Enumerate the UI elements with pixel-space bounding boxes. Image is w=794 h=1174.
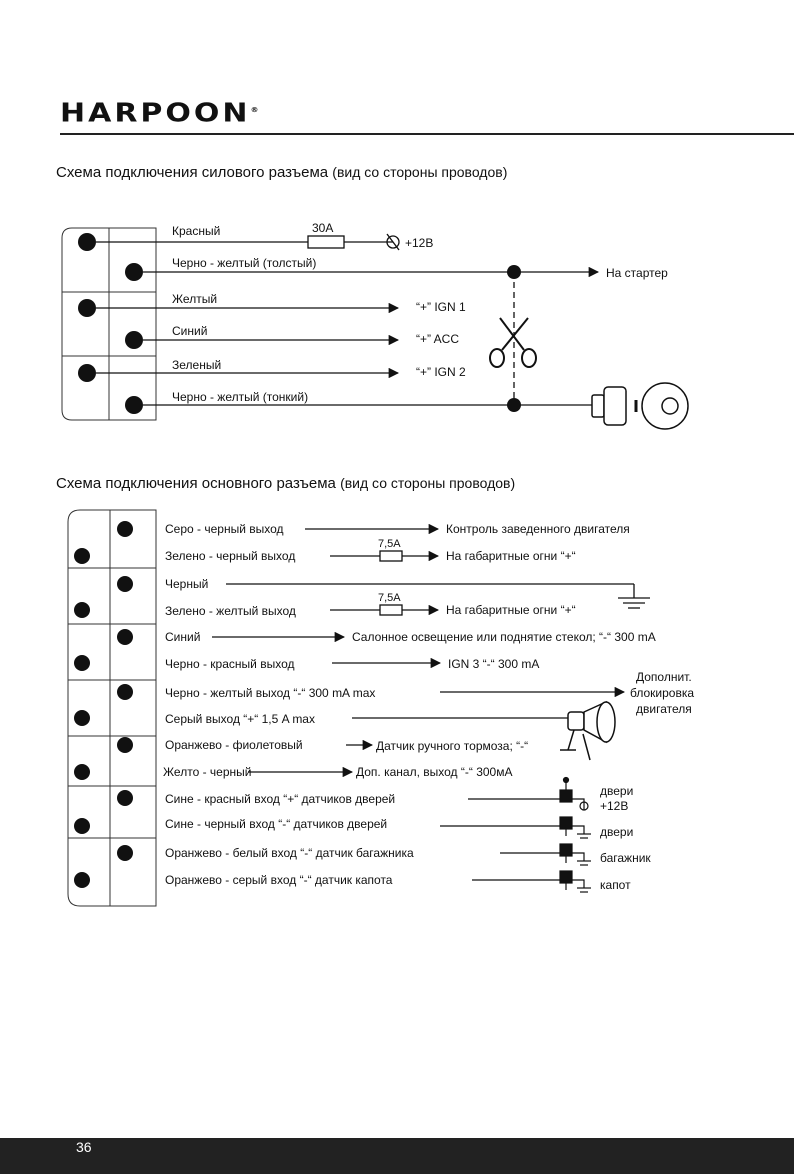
junction-dot (507, 265, 521, 279)
power-wire-label: Синий (172, 324, 208, 338)
main-pins (74, 521, 133, 888)
power-pins (78, 233, 143, 414)
fuse-icon (380, 551, 402, 561)
fuse-30a-icon (308, 236, 344, 248)
main-wire-label: Черно - желтый выход “-“ 300 mA max (165, 686, 376, 700)
main-wire-label: Сине - черный вход “-“ датчиков дверей (165, 817, 388, 831)
main-wire-label: Желто - черный (163, 765, 252, 779)
page-number: 36 (76, 1139, 92, 1155)
sensor-label: двери (600, 825, 634, 839)
siren-icon (560, 702, 615, 760)
target-label: двигателя (636, 702, 692, 716)
main-wire-label: Серо - черный выход (165, 522, 284, 536)
junction-dot (507, 398, 521, 412)
power-pin-2 (125, 263, 143, 281)
main-wire-label: Оранжево - белый вход “-“ датчик багажника (165, 846, 414, 860)
main-wire-label: Сине - красный вход “+“ датчиков дверей (165, 792, 396, 806)
power-wire-label: Зеленый (172, 358, 222, 372)
sensor-label: багажник (600, 851, 651, 865)
main-wire-label: Синий (165, 630, 201, 644)
power-pin-6 (125, 396, 143, 414)
fuse-label: 7,5А (378, 592, 401, 604)
power-pin-3 (78, 299, 96, 317)
footer-bar (0, 1138, 794, 1174)
power-pin-5 (78, 364, 96, 382)
power-connector-title: Схема подключения силового разъема (вид со стороны проводов) (56, 164, 508, 181)
target-label: блокировка (630, 686, 695, 700)
target-label: Контроль заведенного двигателя (446, 522, 630, 536)
main-wire-label: Черный (165, 577, 209, 591)
output-label: “+” IGN 2 (416, 365, 466, 379)
fuse-label: 7,5А (378, 538, 401, 550)
sensor-label: +12В (600, 799, 629, 813)
fuse-icon (380, 605, 402, 615)
power-wire-label: Желтый (172, 292, 218, 306)
target-label: На габаритные огни “+“ (446, 603, 576, 617)
target-label: На габаритные огни “+“ (446, 549, 576, 563)
main-connector-body (68, 510, 156, 906)
sensor-label: капот (600, 878, 631, 892)
door-sensor-icons (560, 778, 572, 891)
ignition-lock-icon (592, 383, 688, 429)
main-wire-label: Черно - красный выход (165, 657, 295, 671)
output-label: “+” IGN 1 (416, 300, 466, 314)
power-wire-label: Черно - желтый (толстый) (172, 256, 317, 270)
output-label: “+” ACC (416, 332, 460, 346)
power-pin-4 (125, 331, 143, 349)
power-connector-body (62, 228, 156, 420)
target-label: Доп. канал, выход “-“ 300мА (356, 765, 513, 779)
main-wire-label: Зелено - желтый выход (165, 604, 296, 618)
harpoon-logo: HARPOON® (60, 98, 259, 129)
sensor-wiring (572, 799, 591, 892)
main-connector-title: Схема подключения основного разъема (вид со стороны проводов) (56, 475, 516, 492)
main-wire-label: Оранжево - серый вход “-“ датчик капота (165, 873, 393, 887)
target-label: Датчик ручного тормоза; “-“ (376, 739, 529, 753)
main-wire-label: Серый выход “+“ 1,5 A max (165, 712, 315, 726)
main-wire-label: Оранжево - фиолетовый (165, 738, 303, 752)
target-label: Дополнит. (636, 670, 692, 684)
power-wire-label: Черно - желтый (тонкий) (172, 390, 309, 404)
target-label: IGN 3 “-“ 300 mA (448, 657, 540, 671)
scissors-icon (490, 318, 536, 367)
plus12-label: +12В (405, 236, 434, 250)
power-pin-1 (78, 233, 96, 251)
fuse-label: 30А (312, 221, 334, 235)
starter-label: На стартер (606, 266, 668, 280)
sensor-label: двери (600, 784, 634, 798)
main-wire-label: Зелено - черный выход (165, 549, 296, 563)
target-label: Салонное освещение или поднятие стекол; “-“ 300 mA (352, 630, 656, 644)
power-wire-label: Красный (172, 224, 221, 238)
